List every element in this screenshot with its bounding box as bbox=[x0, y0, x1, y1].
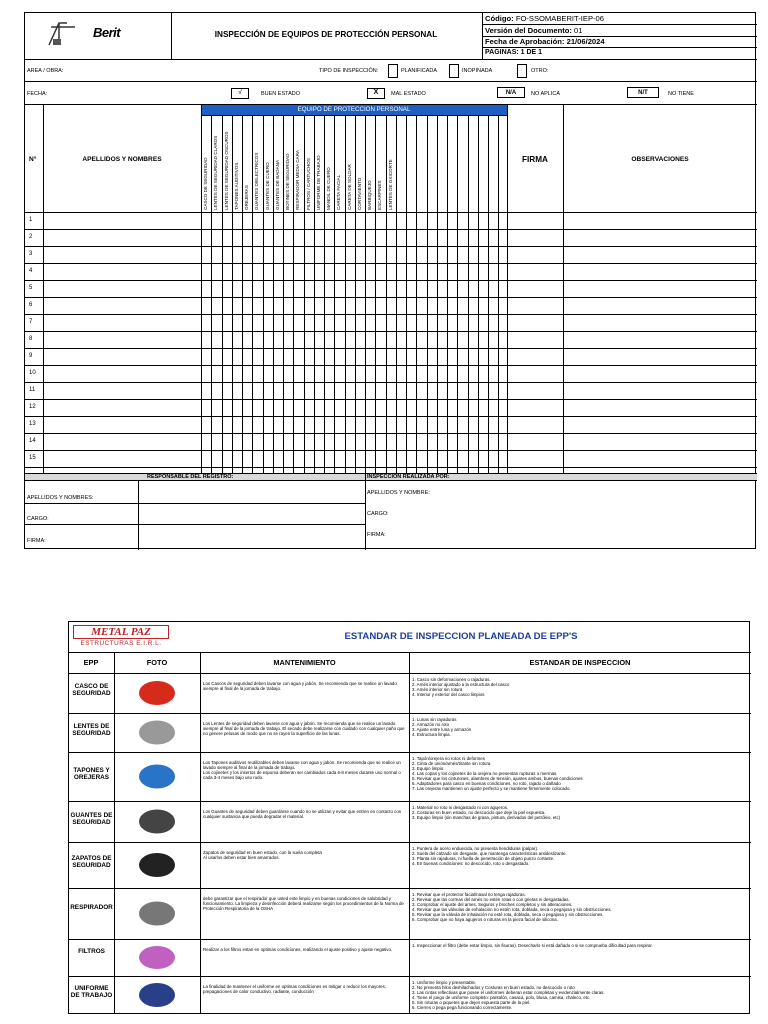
grid-row-line bbox=[25, 280, 757, 281]
grid-col-line bbox=[375, 115, 376, 473]
na-code: N/A bbox=[497, 87, 525, 98]
form-title: INSPECCIÓN DE EQUIPOS DE PROTECCIÓN PERSONAL bbox=[214, 30, 438, 39]
grid-col-line bbox=[252, 115, 253, 473]
grid-col-line bbox=[457, 115, 458, 473]
mantenimiento-text: Los Cascos de seguridad deben lavarse con agua y jabón. Se recomienda que se realice un lavado siempre al final de la jornada de trabajo. bbox=[203, 681, 397, 692]
epp-name: UNIFORME DE TRABAJO bbox=[70, 985, 113, 1000]
estandar-text: 1. Puntera de acero enduecida, no presenta hendiduras (palpar). 2. Suela del calzado sin desgaste, que mantenga características antideslizante. 3. Planta sin rajaduras, ni fuella de penetración de objeto punzo cortante. 4. En buenas condiciones: no descocido, roto o desgastado. bbox=[412, 846, 567, 867]
epp-photo bbox=[129, 894, 185, 933]
estandar-text: 1. Tapón/orejera no rotos ni deformes 2. Cinta de unión/arnés/tirante sin rotura 3. Equipo limpio. 4. Las copas y los cojinetes de la orejera no presentan rupturas o mermas. 5. Revisar que los cinturones, alambres de tensión, ajustes ambos, buenas condiciones 6. Adaptadores para casco en buenas condiciones, no roto, rajado o dañado 7. Las orejeras mantienen un ajuste perfecto y se mantiene firmemente colocado. bbox=[412, 756, 583, 792]
col-observaciones: OBSERVACIONES bbox=[631, 156, 689, 163]
epp-name: ZAPATOS DE SEGURIDAD bbox=[71, 855, 112, 870]
mantenimiento-text: Los Tapones auditivos reutilizables deben lavarse con agua y jabón. Se recomienda que se realice un lavado siempre al final de la jornada de trabajo. Los cojinetes y los insertos de espuma deberan ser cambiados cada 6-8 meses durante uso normal o cada 3-4 meses bajo uso rudo. bbox=[203, 760, 401, 781]
responsable-label: RESPONSABLE DEL REGISTRO: bbox=[147, 474, 234, 480]
equipment-column-12: UNIFORME DE TRABAJO bbox=[315, 155, 321, 210]
grid-row-line bbox=[25, 297, 757, 298]
equipment-column-3: LENTES DE SEGURIDAD OSCUROS bbox=[223, 131, 229, 210]
equipment-column-15: CARETA DE SOLDAR bbox=[346, 164, 352, 210]
buen-estado-label: BUEN ESTADO bbox=[261, 91, 301, 97]
grid-col-line bbox=[563, 104, 564, 473]
area-label: AREA / OBRA: bbox=[27, 68, 64, 74]
cargo-label-left: CARGO: bbox=[27, 516, 49, 522]
equipment-column-13: MANDIL DE CUERO bbox=[326, 167, 331, 210]
row-line bbox=[69, 976, 751, 977]
row-number: 4 bbox=[29, 268, 33, 274]
inopinada-checkbox[interactable] bbox=[449, 64, 459, 78]
planificada-label: PLANIFICADA bbox=[401, 68, 438, 74]
row-number: 14 bbox=[29, 438, 36, 444]
equipo-header: EQUIPO DE PROTECCION PERSONAL bbox=[201, 105, 507, 115]
grid-row-line bbox=[25, 433, 757, 434]
hdr-foto: FOTO bbox=[146, 658, 168, 667]
apellidos-label-right: APELLIDOS Y NOMBRE: bbox=[367, 490, 430, 496]
epp-name: FILTROS bbox=[78, 947, 105, 955]
equipment-column-18: ESCARPINES bbox=[377, 180, 383, 210]
equipment-column-5: OREJERAS bbox=[244, 185, 249, 210]
epp-photo bbox=[129, 848, 185, 882]
grid-col-line bbox=[43, 104, 44, 473]
equipment-column-16: CORTAVIENTO bbox=[356, 177, 362, 210]
grid-col-line bbox=[396, 115, 397, 473]
codigo: Código: FO-SSOMABERIT-IEP-06 bbox=[485, 14, 605, 23]
metalpaz-logo bbox=[71, 625, 171, 651]
equipment-column-7: GUANTES DE CUERO bbox=[264, 162, 270, 210]
grid-row-line bbox=[25, 467, 757, 468]
equipment-column-14: CARETA FACIAL bbox=[336, 174, 342, 210]
berit-logo bbox=[45, 19, 145, 47]
epp-photo bbox=[129, 679, 185, 707]
grid-col-line bbox=[232, 115, 233, 473]
estandar-text: 1. Casco sin deformaciones o rajaduras. 2. Arnés interior ajustado a la estructura del casco 3. Arnés interior sin rotura 4. Interior y exterior del casco limpios bbox=[412, 677, 510, 698]
hdr-epp: EPP bbox=[83, 658, 99, 667]
equipment-column-11: FILTROS / CARTUCHOS bbox=[305, 158, 311, 210]
grid-row-line bbox=[25, 212, 757, 213]
row-number: 11 bbox=[29, 387, 36, 393]
row-number: 3 bbox=[29, 251, 33, 257]
grid-row-line bbox=[25, 348, 757, 349]
inopinada-label: INOPINADA bbox=[462, 68, 493, 74]
epp-name: CASCO DE SEGURIDAD bbox=[72, 683, 111, 698]
epp-photo bbox=[129, 758, 185, 795]
grid-col-line bbox=[437, 115, 438, 473]
mantenimiento-text: debe garantizar que el respirador que usted este limpio y en buenas condiciones de salubridad y funcionamiento. La limpieza y desinfección deberá realizarse según los procedimientos de la Norma de Protección Respiratoria de la OSHA bbox=[203, 896, 404, 912]
grid-row-line bbox=[25, 331, 757, 332]
row-line bbox=[69, 673, 751, 674]
row-number: 7 bbox=[29, 319, 33, 325]
grid-col-line bbox=[406, 115, 407, 473]
col-nombres: APELLIDOS Y NOMBRES bbox=[82, 156, 162, 163]
row-number: 10 bbox=[29, 370, 36, 376]
otro-checkbox[interactable] bbox=[517, 64, 527, 78]
row-number: 8 bbox=[29, 336, 33, 342]
grid-col-line bbox=[427, 115, 428, 473]
fecha-label: FECHA: bbox=[27, 91, 48, 97]
no-tiene-label: NO TIENE bbox=[668, 91, 694, 97]
estandar-text: 1. Uniforme limpio y presentable. 2. No presenta hilos deshilachados y Costuras en buen estado, no descocido o roto 3. Las cintas reflectivas que posee el uniformes deberan estar completas y evidenzialmente claras. 4. Tiene el juego de uniforme completo: pantalón, casaca, polo, blusa, camisa, chaleco, etc. 5. Sin roturas o piquetes que dejen expuesta parte de la piel. 6. Cierres o pega pega funcionando correctamente. bbox=[412, 980, 605, 1011]
grid-col-line bbox=[498, 115, 499, 473]
grid-row-line bbox=[25, 246, 757, 247]
grid-col-line bbox=[386, 115, 387, 473]
grid-row-line bbox=[25, 416, 757, 417]
row-line bbox=[69, 842, 751, 843]
epp-photo bbox=[129, 945, 185, 970]
hdr-mantenimiento: MANTENIMIENTO bbox=[273, 658, 336, 667]
paginas: PAGINAS: 1 DE 1 bbox=[485, 49, 543, 56]
mal-estado-label: MAL ESTADO bbox=[391, 91, 426, 97]
version: Versión del Documento: 01 bbox=[485, 26, 583, 35]
grid-col-line bbox=[273, 115, 274, 473]
grid-row-line bbox=[25, 450, 757, 451]
equipment-column-1: CASCO DE SEGURIDAD bbox=[203, 157, 208, 210]
equipment-column-19: LENTES DE OXICORTE bbox=[387, 159, 393, 210]
grid-col-line bbox=[507, 104, 508, 473]
grid-col-line bbox=[488, 115, 489, 473]
mantenimiento-text: La finalidad de mantener el uniforme en optimas condiciones es mitigar o reducir los mayores, prepagaciones de calor conductivo, radiante, conducción bbox=[203, 984, 387, 995]
estandar-text: 1. Inspeccionar el filtro (debe estar limpio, sin fisuras). Desecharlo si está dañado o si se comprueba dificultad para respirar. bbox=[412, 943, 653, 948]
fecha-aprobacion: Fecha de Aprobación: 21/06/2024 bbox=[485, 37, 605, 46]
epp-name: GUANTES DE SEGURIDAD bbox=[70, 811, 113, 826]
nt-code: N/T bbox=[627, 87, 659, 98]
grid-col-line bbox=[222, 115, 223, 473]
equipment-column-9: BOTINES DE SEGURIDAD bbox=[285, 153, 290, 210]
grid-col-line bbox=[314, 115, 315, 473]
firma-label-right: FIRMA: bbox=[367, 532, 386, 538]
no-aplica-label: NO APLICA bbox=[531, 91, 561, 97]
grid-col-line bbox=[293, 115, 294, 473]
equipment-column-2: LENTES DE SEGURIDAD CLAROS bbox=[213, 135, 219, 210]
row-number: 1 bbox=[29, 217, 33, 223]
mal-estado-code: X bbox=[367, 88, 385, 99]
tipo-label: TIPO DE INSPECCIÓN: bbox=[319, 68, 379, 74]
epp-photo bbox=[129, 807, 185, 836]
row-line bbox=[69, 713, 751, 714]
grid-row-line bbox=[25, 229, 757, 230]
col-num: N° bbox=[29, 156, 37, 163]
grid-col-line bbox=[242, 115, 243, 473]
mantenimiento-text: Realizar a los filtros estan en optimas condiciones, realizando el ajuste positivo y ajuste negativo. bbox=[203, 947, 393, 952]
mantenimiento-text: Los Guantes de seguridad deben guardarse cuando no se utilizan y evitar que entren en contacto con cualquier sustancia que pueda degradar el material. bbox=[203, 809, 402, 820]
epp-standard-table bbox=[68, 621, 750, 1014]
cargo-label-right: CARGO: bbox=[367, 511, 389, 517]
row-number: 6 bbox=[29, 302, 33, 308]
otro-label: OTRO: bbox=[531, 68, 549, 74]
row-line bbox=[69, 752, 751, 753]
grid-col-line bbox=[416, 115, 417, 473]
inspection-form bbox=[24, 12, 756, 549]
row-number: 12 bbox=[29, 404, 36, 410]
epp-photo bbox=[129, 719, 185, 746]
brand-name-2: METAL PAZ bbox=[73, 625, 169, 639]
buen-estado-code: √ bbox=[231, 88, 249, 99]
equipment-column-6: GUANTES DIELECTRICOS bbox=[254, 152, 260, 210]
row-line bbox=[69, 939, 751, 940]
planificada-checkbox[interactable] bbox=[388, 64, 398, 78]
grid-col-line bbox=[478, 115, 479, 473]
grid-row-line bbox=[25, 314, 757, 315]
row-number: 2 bbox=[29, 234, 33, 240]
grid-col-line bbox=[211, 115, 212, 473]
grid-col-line bbox=[468, 115, 469, 473]
grid-row-line bbox=[25, 399, 757, 400]
grid-header-line bbox=[201, 115, 507, 116]
grid-col-line bbox=[345, 115, 346, 473]
equipment-column-8: GUANTES DE BADANA bbox=[274, 159, 280, 210]
equipment-column-4: TAPONES AUDITIVOS bbox=[233, 162, 239, 210]
brand-name: Berit bbox=[93, 25, 121, 40]
row-line bbox=[69, 888, 751, 889]
epp-photo bbox=[129, 982, 185, 1008]
equipment-column-17: BARBIQUEJO bbox=[367, 180, 372, 210]
epp-name: TAPONES Y OREJERAS bbox=[73, 766, 110, 781]
grid-col-line bbox=[263, 115, 264, 473]
grid-row-line bbox=[25, 382, 757, 383]
epp-name: LENTES DE SEGURIDAD bbox=[72, 722, 111, 737]
grid-col-line bbox=[324, 115, 325, 473]
hdr-estandar: ESTANDAR DE INSPECCION bbox=[529, 658, 631, 667]
grid-col-line bbox=[447, 115, 448, 473]
grid-row-line bbox=[25, 263, 757, 264]
grid-col-line bbox=[355, 115, 356, 473]
estandar-text: 1. Material no roto ni desgastado ni con agujeros. 2. Costuras en buen estado, no descocido que deje la piel expuesta. 3. Equipo limpio (sin manchas de grasa, pintura, derivados del petróleo, etc) bbox=[412, 805, 561, 821]
equipment-column-10: RESPIRADOR MEDIA CARA bbox=[295, 150, 301, 210]
row-number: 9 bbox=[29, 353, 33, 359]
grid-col-line bbox=[283, 115, 284, 473]
firma-label-left: FIRMA: bbox=[27, 538, 46, 544]
col-firma: FIRMA bbox=[522, 155, 548, 164]
grid-col-line bbox=[365, 115, 366, 473]
mantenimiento-text: Zapatos de seguridad en buen estado, con la suela completa Al usarlos deben estar bien amarrados. bbox=[203, 850, 322, 861]
realizada-label: INSPECCIÓN REALIZADA POR: bbox=[367, 474, 450, 480]
row-number: 15 bbox=[29, 455, 36, 461]
epp-name: RESPIRADOR bbox=[70, 903, 113, 911]
row-line bbox=[69, 801, 751, 802]
grid-col-line bbox=[304, 115, 305, 473]
apellidos-label-left: APELLIDOS Y NOMBRES: bbox=[27, 495, 94, 501]
row-number: 13 bbox=[29, 421, 36, 427]
grid-col-line bbox=[334, 115, 335, 473]
table-title: ESTANDAR DE INSPECCION PLANEADA DE EPP'S bbox=[344, 631, 578, 642]
mantenimiento-text: Los Lentes de seguridad deben lavarse con agua y jabón. Se recomienda que se realice un lavado siempre al final de la jornada de trabajo. El secado debe realizarse con cuidado con cualquier paño que no genere pelusas de modo que no se rayen la superficie de las lunas. bbox=[203, 721, 405, 737]
grid-row-line bbox=[25, 365, 757, 366]
grid-col-line bbox=[201, 104, 202, 473]
row-number: 5 bbox=[29, 285, 33, 291]
estandar-text: 1. Revisar que el protector facial/nasal no tenga rajaduras. 2. Revisar que las correas del arnés no estén rotas o con grietas ni desgastadas. 3. Comprobar el ajuste del arnes. Seguros y broches completos y sin alteraciones. 4. Revisar que las válvulas de exhalación no estén rota, doblada, seca o pegajosa y sin obstrucciones. 5. Revisar que la válvula de inhalación no esté rota, doblada, seca o pegajosa y sin obstrucciones. 6. Comprobar que no haya agujeros o roturas en la pieza facial de silicona. bbox=[412, 892, 612, 923]
estandar-text: 1. Lunas sin rayaduras 2. Armazón no roto 3. Ajuste entre luna y armazón 4. Estructura limpia. bbox=[412, 717, 472, 738]
brand-sub: ESTRUCTURAS E.I.R.L. bbox=[80, 640, 162, 647]
